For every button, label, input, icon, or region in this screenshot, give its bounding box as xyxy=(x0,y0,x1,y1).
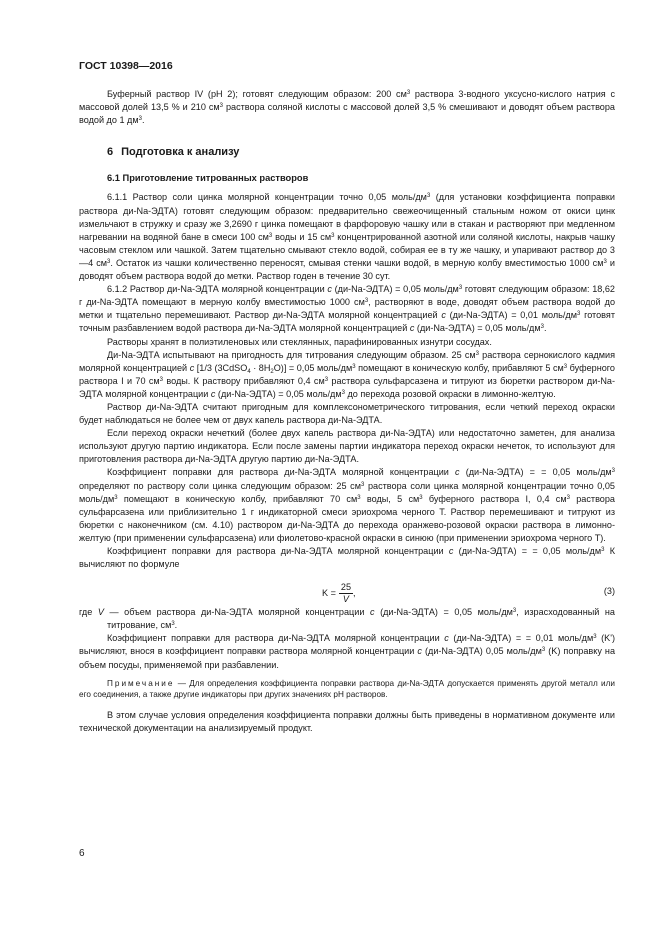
suitability-criterion-paragraph: Раствор ди-Na-ЭДТА считают пригодным для комплексонометрического титрования, если четкий переход окраски будет наблюдаться не более чем от двух капель раствора ди-Na-ЭДТА. xyxy=(79,401,615,426)
subsection-heading: 6.1 Приготовление титрованных растворов xyxy=(107,173,309,184)
page-content xyxy=(79,88,615,735)
page-number: 6 xyxy=(79,848,85,859)
storage-paragraph: Растворы хранят в полиэтиленовых или стеклянных, парафинированных изнутри сосудах. xyxy=(107,336,492,347)
final-paragraph: В этом случае условия определения коэффициента поправки должны быть приведены в нормативном документе или технической документации на анализируемый продукт. xyxy=(79,709,615,733)
paragraph-6-1-1: 6.1.1 Раствор соли цинка молярной концентрации точно 0,05 моль/$дм^3$ (для установки коэффициента поправки раствора ди-Na-ЭДТА) готовят следующим образом: предварительно свежеочищенный стальным ножом от окиси цинк измельчают в стружку и сразу же 3,2690 г цинка помещают в фарфоровую чашку или в стакан и растворяют при медленном нагревании на водяной бане в смеси 100 $см^3$ воды и 15 $см^3$ концентрированной азотной или соляной кислоты, накрыв чашку часовым стеклом или чашкой. Затем тщательно смывают стекло водой, собирая ее в ту же чашку, и упаривают раствор до 3—4 $см^3$. Остаток из чашки количественно переносят, смывая стенки чашки водой, в мерную колбу вместимостью 1000 $см^3$ и доводят объем раствора водой до метки. Раствор годен в течение 30 сут. xyxy=(79,192,615,282)
formula-expression: K = $\frac{25}{V}$ , xyxy=(322,582,356,605)
section-heading: 6 Подготовка к анализу xyxy=(107,146,240,159)
note-label: Примечание xyxy=(107,678,175,688)
formula-3 xyxy=(79,576,615,604)
formula-where-clause: где V — объем раствора ди-Na-ЭДТА молярной концентрации c (ди-Na-ЭДТА) = 0,05 моль/$дм^3$, израсходованный на титрование, $см^3$. xyxy=(79,607,615,631)
formula-fraction: $\frac{25}{V}$ xyxy=(340,582,352,605)
intro-paragraph: Буферный раствор IV (pH 2); готовят следующим образом: 200 $см^3$ раствора 3-водного уксусно-кислого натрия с массовой долей 13,5 % и 210 $см^3$ раствора соляной кислоты с массовой долей 3,5 % смешивают и доводят объем раствора водой до 1 $дм^3$. xyxy=(79,89,616,126)
paragraph-6-1-2: 6.1.2 Раствор ди-Na-ЭДТА молярной концентрации c (ди-Na-ЭДТА) = 0,05 моль/$дм^3$ готовят следующим образом: 18,62 г ди-Na-ЭДТА помещают в мерную колбу вместимостью 1000 $см^3$, растворяют в воде, доводят объем раствора водой до метки и тщательно перемешивают. Раствор ди-Na-ЭДТА молярной концентрацией c (ди-Na-ЭДТА) = 0,01 моль/$дм^3$ готовят точным разбавлением водой раствора ди-Na-ЭДТА молярной концентрацией c (ди-Na-ЭДТА) = 0,05 моль/$дм^3$. xyxy=(79,284,615,334)
coefficient-formula-intro: Коэффициент поправки для раствора ди-Na-ЭДТА молярной концентрации c (ди-Na-ЭДТА) = = 0,05 моль/$дм^3$ К вычисляют по формуле xyxy=(79,546,616,570)
formula-number: (3) xyxy=(603,586,615,597)
standard-code: ГОСТ 10398—2016 xyxy=(79,60,173,72)
coefficient-procedure-paragraph: Коэффициент поправки для раствора ди-Na-ЭДТА молярной концентрации c (ди-Na-ЭДТА) = = 0,05 моль/$дм^3$ определяют по раствору соли цинка следующим образом: 25 $см^3$ раствора соли цинка молярной концентрации точно 0,05 моль/$дм^3$ помещают в коническую колбу, прибавляют 70 $см^3$ воды, 5 $см^3$ буферного раствора I, 0,4 $см^3$ раствора сульфарсазена или приблизительно 1 г индикаторной смеси эриохрома черного Т. Раствор перемешивают и титруют из бюретки с наконечником (см. 4.10) раствором ди-Na-ЭДТА до перехода оранжево-розовой окраски раствора в лимонно-желтую (при применении сульфарсазена) или фиолетово-красной окраски в синюю (при применении эриохрома черного Т). xyxy=(79,467,615,543)
coefficient-dilution-paragraph: Коэффициент поправки для раствора ди-Na-ЭДТА молярной концентрации c (ди-Na-ЭДТА) = = 0,01 моль/$дм^3$ (K') вычисляют, внося в коэффициент поправки раствора молярной концентрации c (ди-Na-ЭДТА) 0,05 моль/$дм^3$ (K) поправку на объем посуды, применяемой при разбавлении. xyxy=(79,633,616,670)
unclear-transition-paragraph: Если переход окраски нечеткий (более двух капель раствора ди-Na-ЭДТА) или недостаточно заметен, для анализа используют другую партию индикатора. Если после замены партии индикатора переход окраски нечеток, то используют для приготовления раствора ди-Na-ЭДТА другую партию ди-Na-ЭДТА. xyxy=(79,428,615,465)
suitability-test-paragraph: Ди-Na-ЭДТА испытывают на пригодность для титрования следующим образом. 25 $см^3$ раствора сернокислого кадмия молярной концентрацией c [1/3 (3CdSO$_4$ · $8H_2O)] = 0,05$ моль/$дм^3$ помещают в коническую колбу, прибавляют 5 $см^3$ буферного раствора I и 70 $см^3$ воды. К раствору прибавляют 0,4 $см^3$ раствора сульфарсазена и титруют из бюретки раствором ди-Na-ЭДТА молярной концентрации c (ди-Na-ЭДТА) = 0,05 моль/$дм^3$ до перехода розовой окраски в лимонно-желтую. xyxy=(79,349,616,399)
note: Примечание — Для определения коэффициента поправки раствора ди-Na-ЭДТА допускается применять другой металл или его соединения, а также другие индикаторы при других значениях pH растворов. xyxy=(79,678,615,700)
